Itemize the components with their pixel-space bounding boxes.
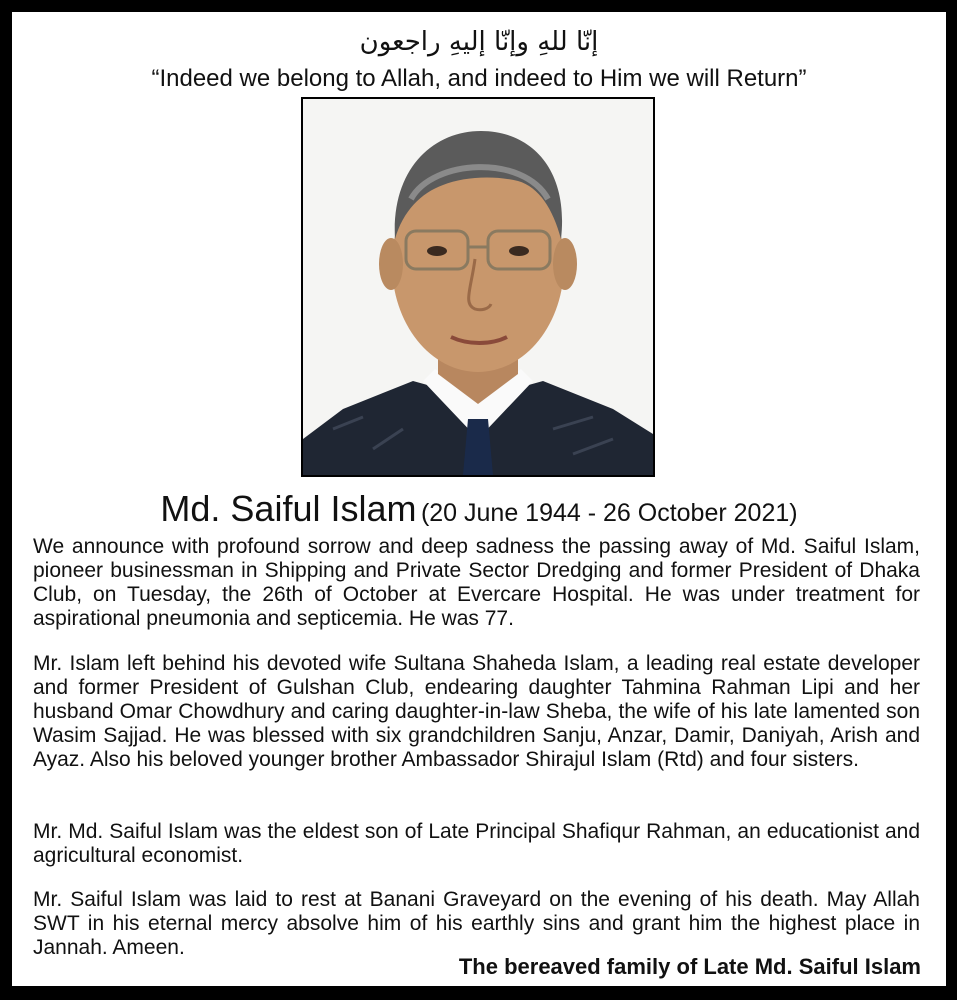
portrait-illustration bbox=[303, 99, 653, 475]
verse-translation: “Indeed we belong to Allah, and indeed to Him we will Return” bbox=[151, 65, 807, 92]
deceased-dates: (20 June 1944 - 26 October 2021) bbox=[420, 499, 798, 527]
arabic-verse: إنّا للهِ وإنّا إليهِ راجعون bbox=[359, 27, 599, 57]
announcement-paragraph: We announce with profound sorrow and deep sadness the passing away of Md. Saiful Islam, pioneer businessman in Shipping and Private Sector Dredging and former President of Dhaka Club, on Tuesday, the 26th of October at Evercare Hospital. He was under treatment for aspirational pneumonia and septicemia. He was 77. bbox=[33, 535, 920, 630]
burial-paragraph: Mr. Saiful Islam was laid to rest at Banani Graveyard on the evening of his death. May Allah SWT in his eternal mercy absolve him of his earthly sins and grant him the highest place in Jannah. Ameen. bbox=[33, 888, 920, 959]
deceased-heading bbox=[12, 487, 946, 535]
signoff: The bereaved family of Late Md. Saiful Islam bbox=[458, 954, 921, 979]
lineage-paragraph: Mr. Md. Saiful Islam was the eldest son of Late Principal Shafiqur Rahman, an educationist and agricultural economist. bbox=[33, 820, 920, 867]
portrait-photo bbox=[301, 97, 655, 477]
family-paragraph: Mr. Islam left behind his devoted wife Sultana Shaheda Islam, a leading real estate developer and former President of Gulshan Club, endearing daughter Tahmina Rahman Lipi and her husband Omar Chowdhury and caring daughter-in-law Sheba, the wife of his late lamented son Wasim Sajjad. He was blessed with six grandchildren Sanju, Anzar, Damir, Daniyah, Arish and Ayaz. Also his beloved younger brother Ambassador Shirajul Islam (Rtd) and four sisters. bbox=[33, 652, 920, 771]
deceased-name: Md. Saiful Islam bbox=[160, 488, 417, 529]
